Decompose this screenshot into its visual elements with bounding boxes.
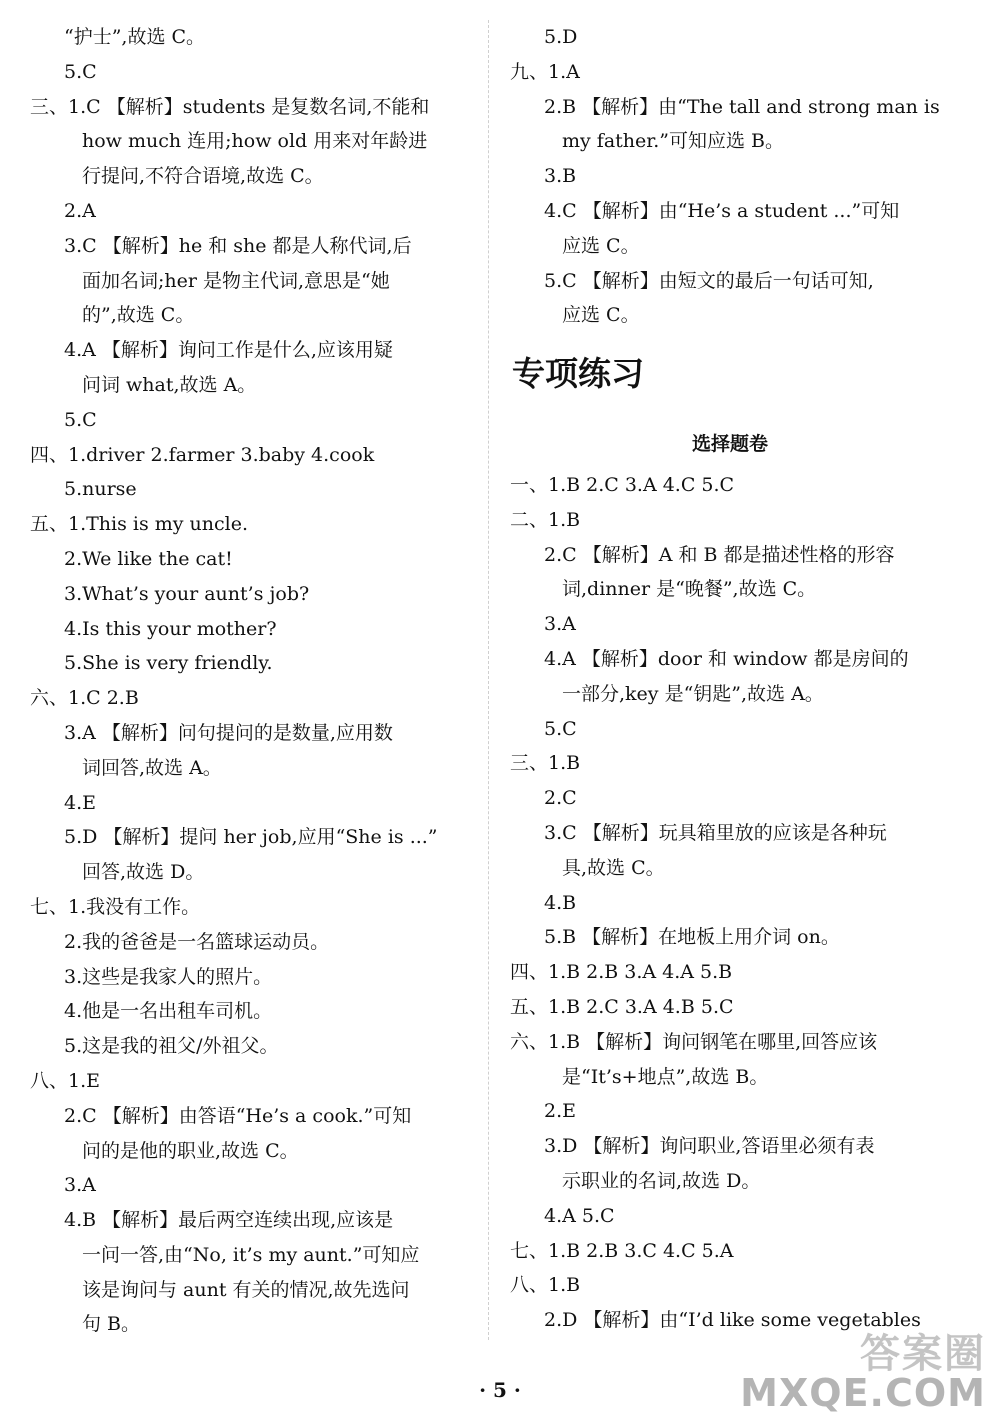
left-column xyxy=(30,20,470,1342)
answer-line: 4.A 【解析】door 和 window 都是房间的 xyxy=(544,647,909,670)
answer-line: 三、1.C 【解析】students 是复数名词,不能和 xyxy=(30,95,430,118)
answer-line: 2.A xyxy=(64,199,96,222)
answer-line: 三、1.B xyxy=(510,752,581,775)
special-practice-answers xyxy=(510,468,950,1338)
answer-line: 一部分,key 是“钥匙”,故选 A。 xyxy=(562,682,824,705)
answer-line: 5.这是我的祖父/外祖父。 xyxy=(64,1035,279,1058)
answer-line: 3.A xyxy=(64,1174,96,1197)
answer-line: 2.C xyxy=(544,787,577,810)
section-heading: 专项练习 xyxy=(512,354,644,394)
answer-line: 4.他是一名出租车司机。 xyxy=(64,1000,273,1023)
answer-line: “护士”,故选 C。 xyxy=(64,26,206,48)
answer-line: 5.nurse xyxy=(64,478,137,501)
answer-line: 5.D 【解析】提问 her job,应用“She is ...” xyxy=(64,826,438,849)
answer-line: 2.C 【解析】由答语“He’s a cook.”可知 xyxy=(64,1104,412,1127)
answer-line: 行提问,不符合语境,故选 C。 xyxy=(82,165,324,188)
answer-line: 一问一答,由“No, it’s my aunt.”可知应 xyxy=(82,1243,420,1266)
answer-line: 3.D 【解析】询问职业,答语里必须有表 xyxy=(544,1135,875,1158)
answer-line: 回答,故选 D。 xyxy=(82,861,205,884)
answer-line: 5.C xyxy=(64,60,97,83)
answer-line: 2.B 【解析】由“The tall and strong man is xyxy=(544,95,940,118)
answer-line: 5.She is very friendly. xyxy=(64,652,273,675)
answer-line: 六、1.B 【解析】询问钢笔在哪里,回答应该 xyxy=(510,1030,878,1053)
answer-line: 应选 C。 xyxy=(562,304,640,327)
answer-line: 5.B 【解析】在地板上用介词 on。 xyxy=(544,926,840,949)
answer-line: 二、1.B xyxy=(510,508,581,531)
answer-line: 2.We like the cat! xyxy=(64,547,233,570)
answer-line: 4.E xyxy=(64,791,96,814)
answer-line: 具,故选 C。 xyxy=(562,856,665,879)
answer-line: 4.B xyxy=(544,891,577,914)
answer-line: 的”,故选 C。 xyxy=(82,304,195,327)
answer-line: 问词 what,故选 A。 xyxy=(82,373,257,396)
answer-line: 4.A 5.C xyxy=(544,1204,615,1227)
answer-line: 是“It’s+地点”,故选 B。 xyxy=(562,1065,769,1088)
answer-line: 2.C 【解析】A 和 B 都是描述性格的形容 xyxy=(544,543,895,566)
answer-line: 词,dinner 是“晚餐”,故选 C。 xyxy=(562,578,817,601)
answer-line: 3.A xyxy=(544,613,576,636)
answer-line: 词回答,故选 A。 xyxy=(82,756,222,779)
answer-line: 句 B。 xyxy=(82,1313,141,1336)
answer-line: 3.C 【解析】he 和 she 都是人称代词,后 xyxy=(64,234,412,257)
column-divider xyxy=(488,20,489,1340)
answer-line: 5.C xyxy=(544,717,577,740)
answer-line: 示职业的名词,故选 D。 xyxy=(562,1169,761,1192)
answer-line: 问的是他的职业,故选 C。 xyxy=(82,1139,299,1162)
watermark-url: MXQE.COM xyxy=(740,1371,986,1415)
answer-line: 四、1.B 2.B 3.A 4.A 5.B xyxy=(510,961,733,984)
answer-line: 3.C 【解析】玩具箱里放的应该是各种玩 xyxy=(544,821,887,844)
answer-line: 五、1.B 2.C 3.A 4.B 5.C xyxy=(510,995,734,1018)
answer-line: 4.Is this your mother? xyxy=(64,617,277,640)
answer-line: 4.A 【解析】询问工作是什么,应该用疑 xyxy=(64,339,393,362)
answer-line: 七、1.我没有工作。 xyxy=(30,895,201,918)
answer-line: 3.这些是我家人的照片。 xyxy=(64,965,273,988)
answer-line: my father.”可知应选 B。 xyxy=(562,130,785,153)
answer-line: 一、1.B 2.C 3.A 4.C 5.C xyxy=(510,473,735,496)
answer-line: 八、1.B xyxy=(510,1274,581,1297)
answer-line: 六、1.C 2.B xyxy=(30,687,139,710)
answer-line: 5.C xyxy=(64,408,97,431)
answer-line: how much 连用;how old 用来对年龄进 xyxy=(82,130,428,153)
watermark xyxy=(740,1331,986,1415)
answer-line: 应选 C。 xyxy=(562,234,640,257)
answer-line: 3.B xyxy=(544,165,577,188)
answers-continued xyxy=(510,20,950,333)
answer-line: 面加名词;her 是物主代词,意思是“她 xyxy=(82,269,390,292)
page-number: · 5 · xyxy=(479,1378,521,1402)
answer-line: 4.C 【解析】由“He’s a student ...”可知 xyxy=(544,199,900,222)
answer-line: 八、1.E xyxy=(30,1069,100,1092)
subsection-heading: 选择题卷 xyxy=(691,433,768,456)
answer-line: 2.D 【解析】由“I’d like some vegetables xyxy=(544,1309,921,1332)
watermark-mark: 答案圈 xyxy=(860,1331,986,1377)
answer-line: 四、1.driver 2.farmer 3.baby 4.cook xyxy=(30,443,375,466)
answer-line: 七、1.B 2.B 3.C 4.C 5.A xyxy=(510,1239,734,1262)
answer-line: 3.A 【解析】问句提问的是数量,应用数 xyxy=(64,721,393,744)
answer-line: 该是询问与 aunt 有关的情况,故先选问 xyxy=(82,1278,410,1301)
right-column xyxy=(510,20,950,1338)
answer-line: 5.C 【解析】由短文的最后一句话可知, xyxy=(544,269,874,292)
answer-line: 3.What’s your aunt’s job? xyxy=(64,582,310,605)
answer-line: 2.我的爸爸是一名篮球运动员。 xyxy=(64,930,330,953)
answer-line: 五、1.This is my uncle. xyxy=(30,513,249,536)
answer-line: 4.B 【解析】最后两空连续出现,应该是 xyxy=(64,1209,394,1232)
answer-line: 5.D xyxy=(544,26,578,48)
answer-line: 九、1.A xyxy=(510,60,580,83)
answer-line: 2.E xyxy=(544,1100,576,1123)
